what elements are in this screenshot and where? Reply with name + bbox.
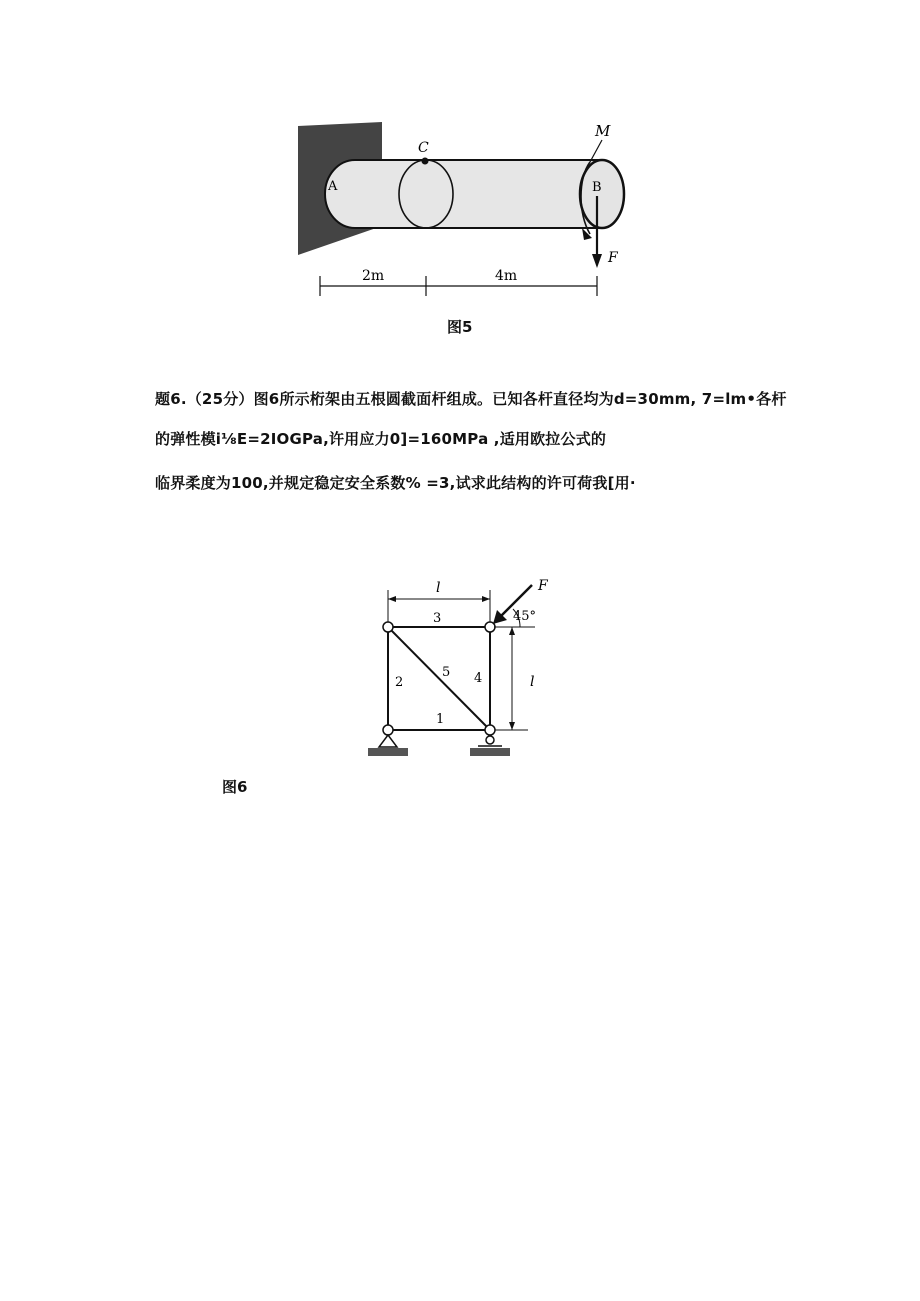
top-dimension-arrow-right (482, 596, 490, 602)
force-label: F (538, 578, 548, 594)
angle-label: 45° (513, 609, 537, 624)
top-dimension-arrow-left (388, 596, 396, 602)
side-dimension-label: l (530, 674, 535, 690)
figure-5-caption: 图5 (447, 318, 473, 336)
problem-6-line-3: 临界柔度为100,并规定稳定安全系数% =3,试求此结构的许可荷我[用· (155, 474, 636, 492)
bar-2-label: 2 (395, 675, 404, 690)
joint-bottom-right (485, 725, 495, 735)
bar-5-label: 5 (442, 665, 451, 680)
label-a: A (328, 179, 338, 194)
dimension-label-4m: 4m (495, 268, 518, 284)
label-c: C (418, 140, 429, 156)
bar-4-label: 4 (474, 671, 483, 686)
roller-support-right (470, 736, 510, 756)
force-f-arrowhead (592, 254, 602, 268)
label-m: M (595, 122, 611, 140)
joint-bottom-left (383, 725, 393, 735)
pin-support-left (368, 735, 408, 756)
label-b: B (592, 180, 602, 195)
joint-top-left (383, 622, 393, 632)
moment-leader (590, 140, 602, 162)
problem-6-line-1: 题6.（25分）图6所示桁架由五根圆截面杆组成。已知各杆直径均为d=30mm, 7=lm•各杆 (155, 390, 787, 408)
figure-5-cantilever-shaft (290, 118, 630, 303)
side-dimension-arrow-top (509, 627, 515, 635)
dimension-label-2m: 2m (362, 268, 385, 284)
label-f: F (608, 250, 618, 266)
point-c-marker (422, 158, 429, 165)
end-section-b (580, 160, 624, 228)
bar-1-label: 1 (436, 712, 445, 727)
bar-3-label: 3 (433, 611, 442, 626)
problem-6-line-2: 的弹性模i⅛E=2IOGPa,许用应力0]=160MPa ,适用欧拉公式的 (155, 430, 607, 448)
top-dimension-label: l (436, 580, 441, 596)
figure-6-caption: 图6 (222, 778, 248, 796)
side-dimension-arrow-bottom (509, 722, 515, 730)
figure-6-truss (360, 570, 560, 770)
